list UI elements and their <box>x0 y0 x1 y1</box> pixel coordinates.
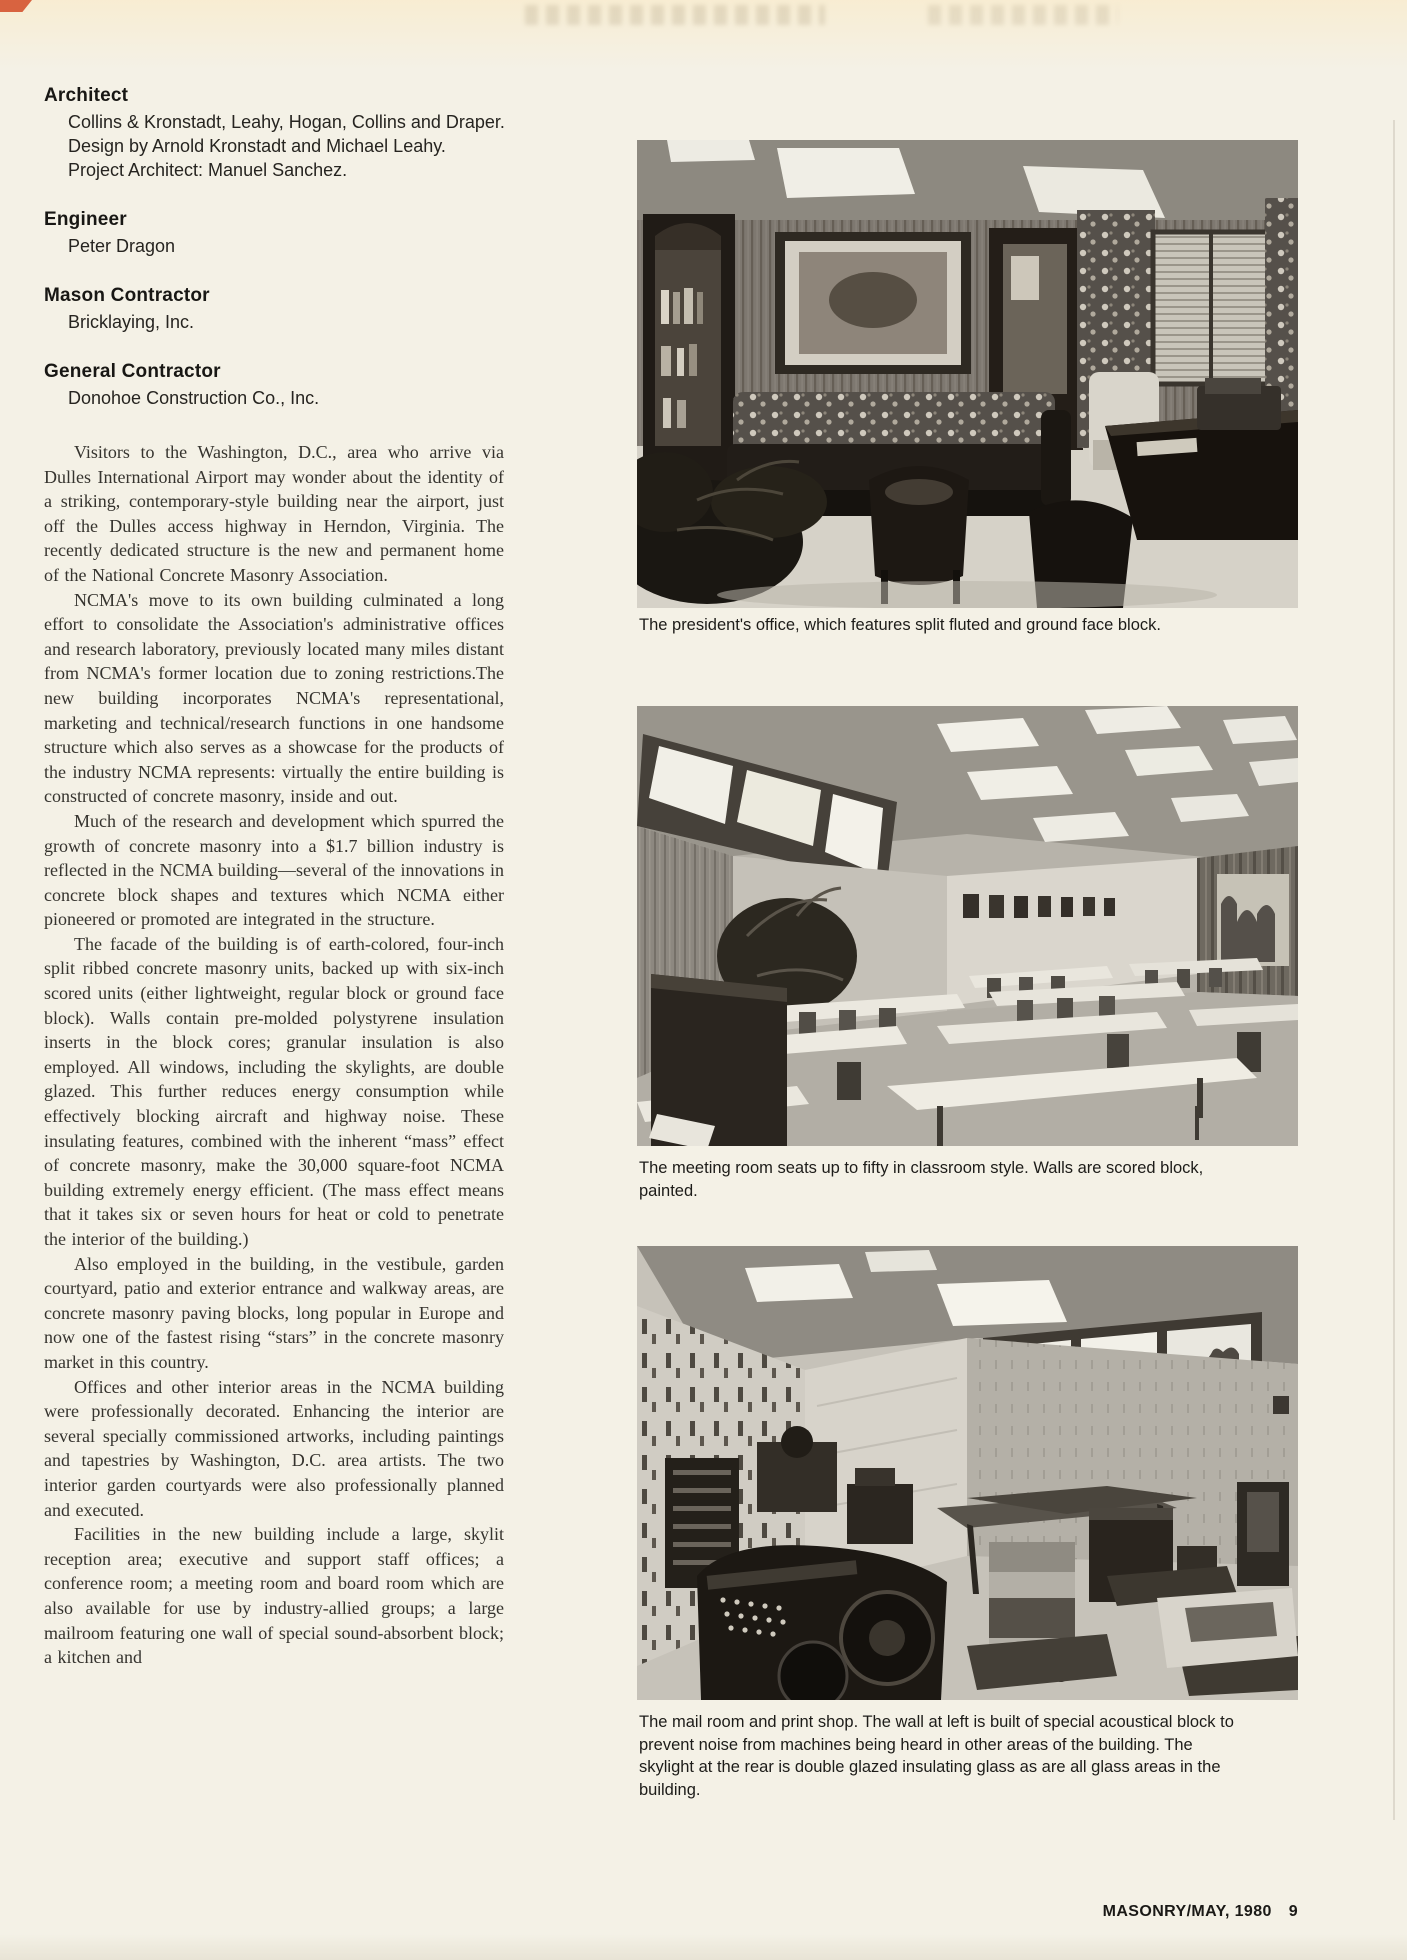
article-paragraph: Facilities in the new building include a large, skylit reception area; executive and support staff offices; a conference room; a meeting room and board room which are also available for use by industry-allied groups; a large mailroom featuring one wall of special sound-absorbent block; a kitchen and <box>44 1524 504 1668</box>
credit-architect <box>44 84 506 182</box>
credit-mason-contractor <box>44 284 506 334</box>
credit-names: Donohoe Construction Co., Inc. <box>68 388 320 408</box>
article-paragraph: Also employed in the building, in the vestibule, garden courtyard, patio and exterior entrance and walkway areas, are concrete masonry paving blocks, long popular in Europe and now one of the fastest rising “stars” in the concrete masonry market in this country. <box>44 1253 504 1372</box>
print-bleed-smudge <box>928 5 1118 25</box>
article-paragraph: NCMA's move to its own building culminated a long effort to consolidate the Association's administrative offices and research laboratory, previously located many miles distant from NCMA's former location due to zoning restrictions.The new building incorporates NCMA's representational, marketing and technical/research functions in one handsome structure which also serves as a showcase for the products of the industry NCMA represents: virtually the entire building is constructed of concrete masonry, inside and out. <box>44 589 504 807</box>
credits-section <box>44 84 506 436</box>
article-body <box>44 440 504 1670</box>
photo-mail-room-print-shop <box>637 1246 1298 1700</box>
meeting-room-illustration <box>637 706 1298 1146</box>
article-paragraph: Offices and other interior areas in the NCMA building were professionally decorated. Enhancing the interior are several specially commissioned artworks, including paintings and tapestries by Washington, D.C. area artists. The two interior garden courtyards were also professionally planned and executed. <box>44 1376 504 1520</box>
page-footer <box>637 1903 1298 1921</box>
credit-role: Engineer <box>44 209 127 230</box>
journal-title: MASONRY/MAY, 1980 <box>1102 1903 1272 1920</box>
page-corner-mark <box>0 0 32 12</box>
article-paragraph: Visitors to the Washington, D.C., area who arrive via Dulles International Airport may wonder about the identity of a striking, contemporary-style building near the airport, just off the Dulles access highway in Herndon, Virginia. The recently dedicated structure is the new and permanent home of the National Concrete Masonry Association. <box>44 442 504 585</box>
credit-general-contractor <box>44 360 506 410</box>
photo-caption-presidents-office: The president's office, which features split fluted and ground face block. <box>639 616 1161 634</box>
photo-caption-mail-room: The mail room and print shop. The wall at left is built of special acoustical block to prevent noise from machines being heard in other areas of the building. The skylight at the rear is double glazed insulating glass as are all glass areas in the building. <box>639 1713 1234 1799</box>
presidents-office-illustration <box>637 140 1298 608</box>
credit-engineer <box>44 208 506 258</box>
credit-role: Architect <box>44 85 129 106</box>
credit-names: Peter Dragon <box>68 236 176 256</box>
credit-role: General Contractor <box>44 361 221 382</box>
article-paragraph: Much of the research and development which spurred the growth of concrete masonry into a $1.7 billion industry is reflected in the NCMA building—several of the innovations in concrete block shapes and textures which NCMA either pioneered or promoted are integrated in the structure. <box>44 810 504 930</box>
photo-meeting-room <box>637 706 1298 1146</box>
credit-names: Collins & Kronstadt, Leahy, Hogan, Collins and Draper. Design by Arnold Kronstadt and Michael Leahy. Project Architect: Manuel Sanchez. <box>68 112 505 180</box>
photo-presidents-office <box>637 140 1298 608</box>
credit-names: Bricklaying, Inc. <box>68 312 195 332</box>
mail-room-illustration <box>637 1246 1298 1700</box>
page-number: 9 <box>1288 1903 1298 1920</box>
print-bleed-smudge <box>525 5 825 25</box>
photo-caption-meeting-room: The meeting room seats up to fifty in classroom style. Walls are scored block, painted. <box>639 1159 1204 1200</box>
credit-role: Mason Contractor <box>44 285 210 306</box>
page-edge-crease <box>1393 120 1395 1820</box>
article-paragraph: The facade of the building is of earth-colored, four-inch split ribbed concrete masonry units, backed up with six-inch scored units (either lightweight, regular block or ground face block). Walls contain pre-molded polystyrene insulation inserts in the block cores; granular insulation is also employed. All windows, including the skylights, are double glazed. This further reduces energy consumption while effectively blocking aircraft and highway noise. These insulating features, combined with the inherent “mass” effect of concrete masonry, make the 30,000 square-foot NCMA building extremely energy efficient. (The mass effect means that it takes six or seven hours for heat or cold to penetrate the interior of the building.) <box>44 933 504 1249</box>
